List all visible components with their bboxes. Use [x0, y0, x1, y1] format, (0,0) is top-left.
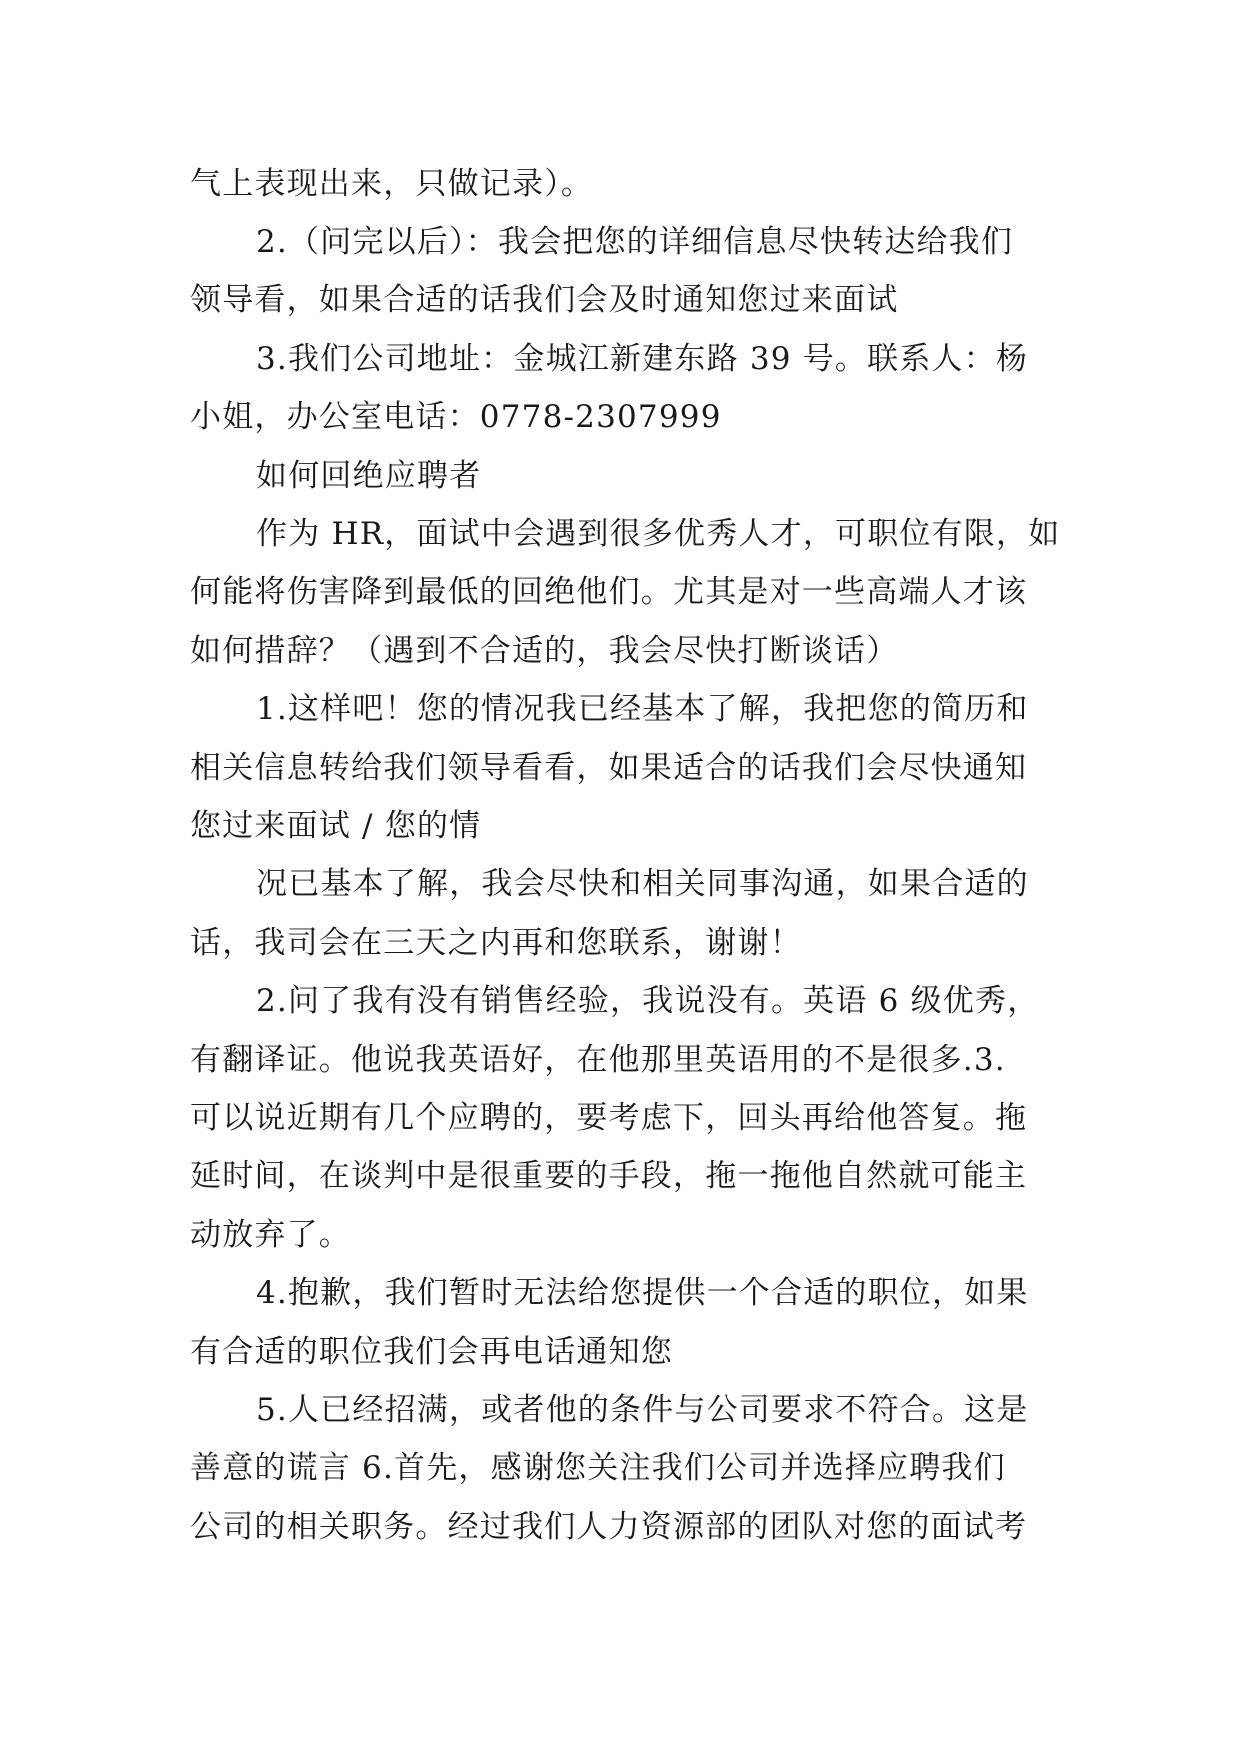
- paragraph-line: 何能将伤害降到最低的回绝他们。尤其是对一些高端人才该: [190, 574, 1028, 610]
- paragraph-line: 3.我们公司地址：金城江新建东路 39 号。联系人：杨: [256, 341, 1029, 377]
- paragraph-line: 有合适的职位我们会再电话通知您: [190, 1334, 673, 1370]
- paragraph-line: 可以说近期有几个应聘的，要考虑下，回头再给他答复。拖: [190, 1100, 1028, 1136]
- paragraph-line: 话，我司会在三天之内再和您联系，谢谢！: [190, 925, 802, 961]
- paragraph-line: 有翻译证。他说我英语好，在他那里英语用的不是很多.3.: [190, 1042, 1006, 1078]
- paragraph-line: 5.人已经招满，或者他的条件与公司要求不符合。这是: [256, 1392, 1029, 1428]
- paragraph-line: 2.问了我有没有销售经验，我说没有。英语 6 级优秀，: [256, 983, 1040, 1019]
- paragraph-line: 公司的相关职务。经过我们人力资源部的团队对您的面试考: [190, 1509, 1028, 1545]
- paragraph-line: 您过来面试 / 您的情: [190, 808, 482, 844]
- paragraph-line: 4.抱歉，我们暂时无法给您提供一个合适的职位，如果: [256, 1275, 1029, 1311]
- paragraph-line: 领导看，如果合适的话我们会及时通知您过来面试: [190, 282, 899, 318]
- paragraph-line: 作为 HR，面试中会遇到很多优秀人才，可职位有限，如: [256, 516, 1061, 552]
- paragraph-line: 动放弃了。: [190, 1217, 351, 1253]
- paragraph-line: 况已基本了解，我会尽快和相关同事沟通，如果合适的: [256, 866, 1029, 902]
- paragraph-line: 善意的谎言 6.首先，感谢您关注我们公司并选择应聘我们: [190, 1450, 1006, 1486]
- paragraph-line: 2.（问完以后）：我会把您的详细信息尽快转达给我们: [256, 224, 1014, 260]
- paragraph-line: 气上表现出来，只做记录）。: [190, 166, 594, 202]
- paragraph-line: 1.这样吧！您的情况我已经基本了解，我把您的简历和: [256, 691, 1029, 727]
- paragraph-line: 小姐，办公室电话：0778-2307999: [190, 399, 722, 435]
- paragraph-line: 如何措辞？（遇到不合适的，我会尽快打断谈话）: [190, 633, 899, 669]
- paragraph-line: 相关信息转给我们领导看看，如果适合的话我们会尽快通知: [190, 750, 1028, 786]
- section-heading: 如何回绝应聘者: [256, 458, 482, 494]
- paragraph-line: 延时间，在谈判中是很重要的手段，拖一拖他自然就可能主: [190, 1158, 1028, 1194]
